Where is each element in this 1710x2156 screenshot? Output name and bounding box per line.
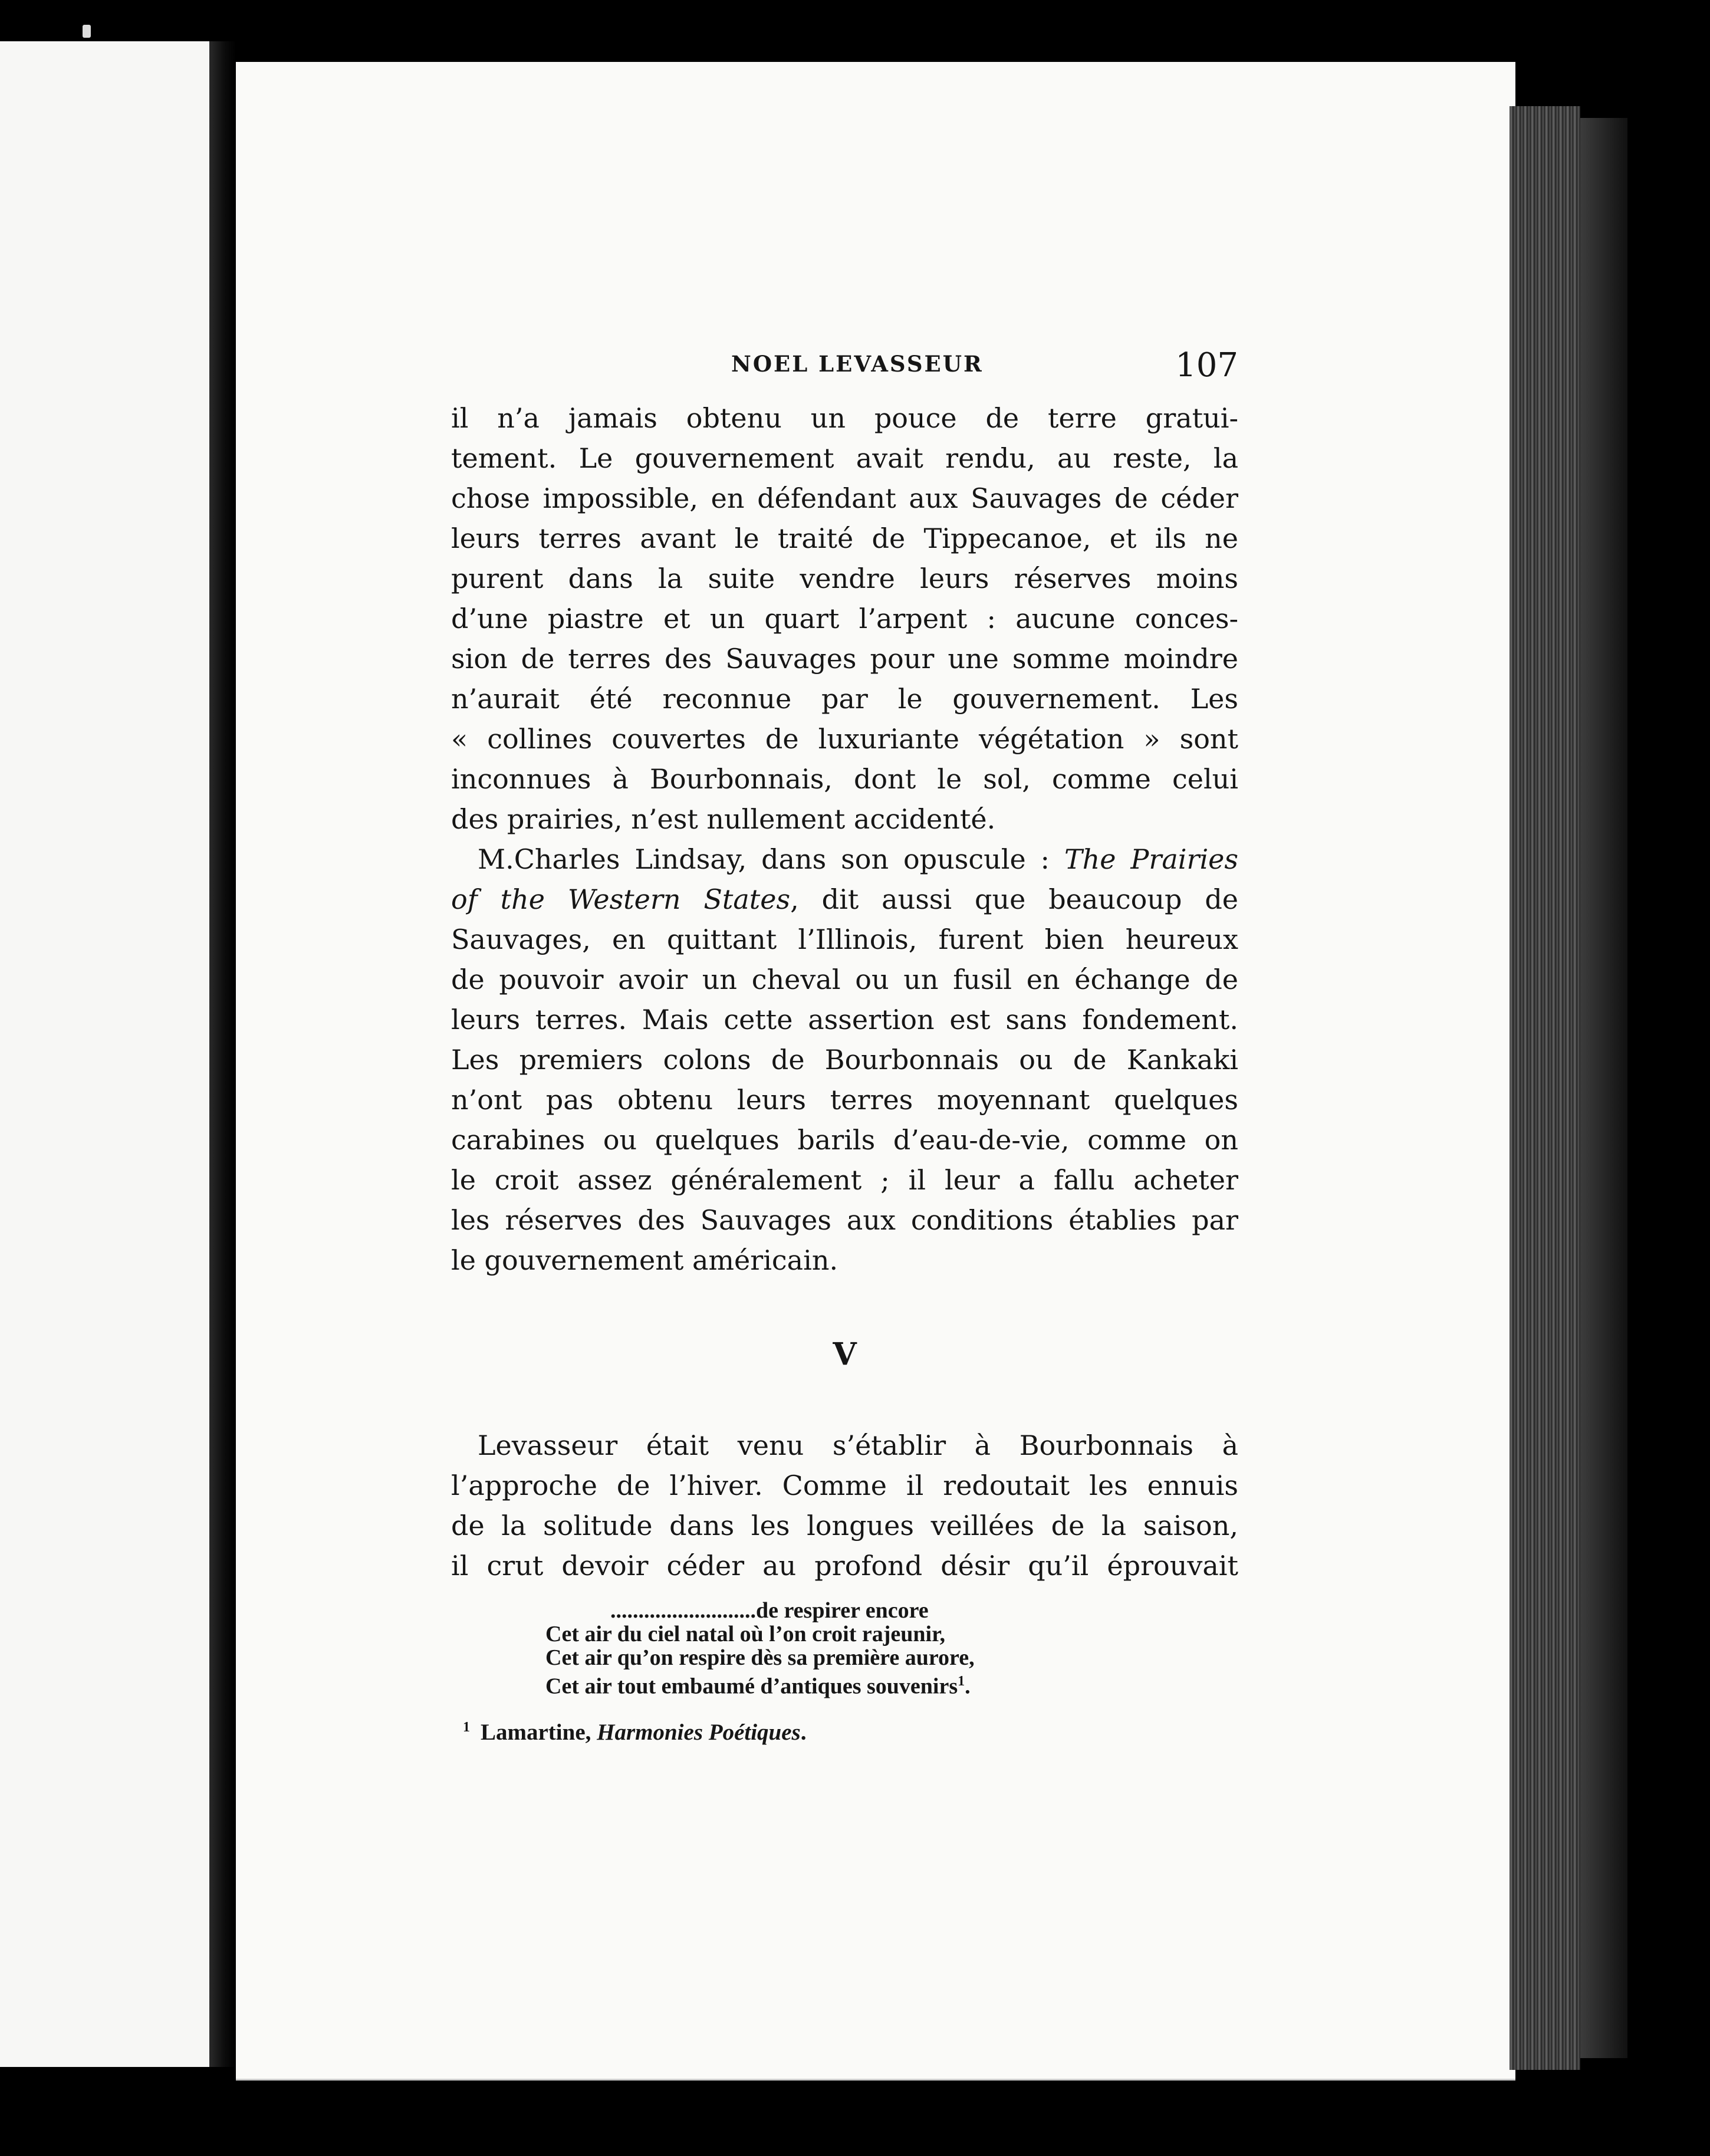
text-run: , dit aussi que beaucoup de	[790, 883, 1238, 915]
text-run: Cet air tout embaumé d’antiques souvenirs	[545, 1674, 958, 1699]
verse-line: Cet air qu’on respire dès sa première aurore,	[545, 1645, 975, 1670]
text-line: carabines ou quelques barils d’eau-de-vie, comme on	[451, 1124, 1238, 1156]
text-line: Levasseur était venu s’établir à Bourbonnais à	[478, 1429, 1238, 1461]
running-head	[451, 346, 1238, 398]
text-line: leurs terres. Mais cette assertion est sans fondement.	[451, 1004, 1238, 1036]
text-line: des prairies, n’est nullement accidenté.	[451, 803, 996, 835]
text-line: d’une piastre et un quart l’arpent : aucune conces-	[451, 603, 1238, 635]
footnote-mark: 1	[463, 1719, 470, 1735]
verse-line: ..........................de respirer encore	[610, 1598, 929, 1623]
verse-line	[545, 1669, 1238, 1698]
book-cover-edge	[1580, 118, 1627, 2058]
paragraph-1	[451, 398, 1238, 839]
text-line: leurs terres avant le traité de Tippecanoe, et ils ne	[451, 522, 1238, 554]
text-line: de pouvoir avoir un cheval ou un fusil en échange de	[451, 964, 1238, 995]
left-page-blank	[0, 41, 213, 2067]
book-title-italic: The Prairies	[1064, 843, 1239, 875]
text-line: n’aurait été reconnue par le gouvernement. Les	[451, 683, 1238, 715]
page-number: 107	[1175, 346, 1238, 384]
running-head-title: NOEL LEVASSEUR	[731, 351, 984, 377]
text-line: n’ont pas obtenu leurs terres moyennant quelques	[451, 1084, 1238, 1116]
book-title-italic: of the Western States	[451, 883, 791, 915]
text-line: Les premiers colons de Bourbonnais ou de Kankaki	[451, 1044, 1238, 1076]
footnote-author: Lamartine,	[481, 1719, 597, 1745]
paragraph-2	[451, 839, 1238, 1280]
text-line: chose impossible, en défendant aux Sauvages de céder	[451, 482, 1238, 514]
text-line: inconnues à Bourbonnais, dont le sol, comme celui	[451, 763, 1238, 795]
paragraph-3	[451, 1425, 1238, 1586]
footnote-work-title: Harmonies Poétiques	[597, 1719, 801, 1745]
text-line: l’approche de l’hiver. Comme il redoutait les ennuis	[451, 1470, 1238, 1501]
verse-line: Cet air du ciel natal où l’on croit rajeunir,	[545, 1622, 945, 1646]
gutter-shadow	[209, 41, 236, 2067]
text-line: sion de terres des Sauvages pour une somme moindre	[451, 643, 1238, 675]
text-line: de la solitude dans les longues veillées de la saison,	[451, 1510, 1238, 1542]
text-line	[451, 839, 1238, 879]
verse-quotation	[451, 1599, 1238, 1698]
text-line: Sauvages, en quittant l’Illinois, furent bien heureux	[451, 923, 1238, 955]
text-line: le gouvernement américain.	[451, 1244, 838, 1276]
text-line	[451, 879, 1238, 919]
text-run: .	[965, 1674, 971, 1699]
footnote	[451, 1719, 1238, 1746]
text-line: « collines couvertes de luxuriante végétation » sont	[451, 723, 1238, 755]
text-line: tement. Le gouvernement avait rendu, au reste, la	[451, 442, 1238, 474]
page-edges	[1510, 106, 1580, 2070]
text-run: .	[800, 1719, 807, 1745]
footnote-reference: 1	[958, 1674, 965, 1689]
text-line: le croit assez généralement ; il leur a fallu acheter	[451, 1164, 1238, 1196]
page-text-block	[451, 346, 1239, 1746]
text-line: les réserves des Sauvages aux conditions établies par	[451, 1204, 1238, 1236]
scan-artifact	[83, 25, 91, 38]
text-line: purent dans la suite vendre leurs réserves moins	[451, 563, 1238, 594]
text-line: il n’a jamais obtenu un pouce de terre gratui-	[451, 402, 1238, 434]
section-heading: V	[833, 1336, 857, 1372]
text-line: il crut devoir céder au profond désir qu’il éprouvait	[451, 1550, 1238, 1582]
text-run: M.Charles Lindsay, dans son opuscule :	[478, 843, 1064, 875]
